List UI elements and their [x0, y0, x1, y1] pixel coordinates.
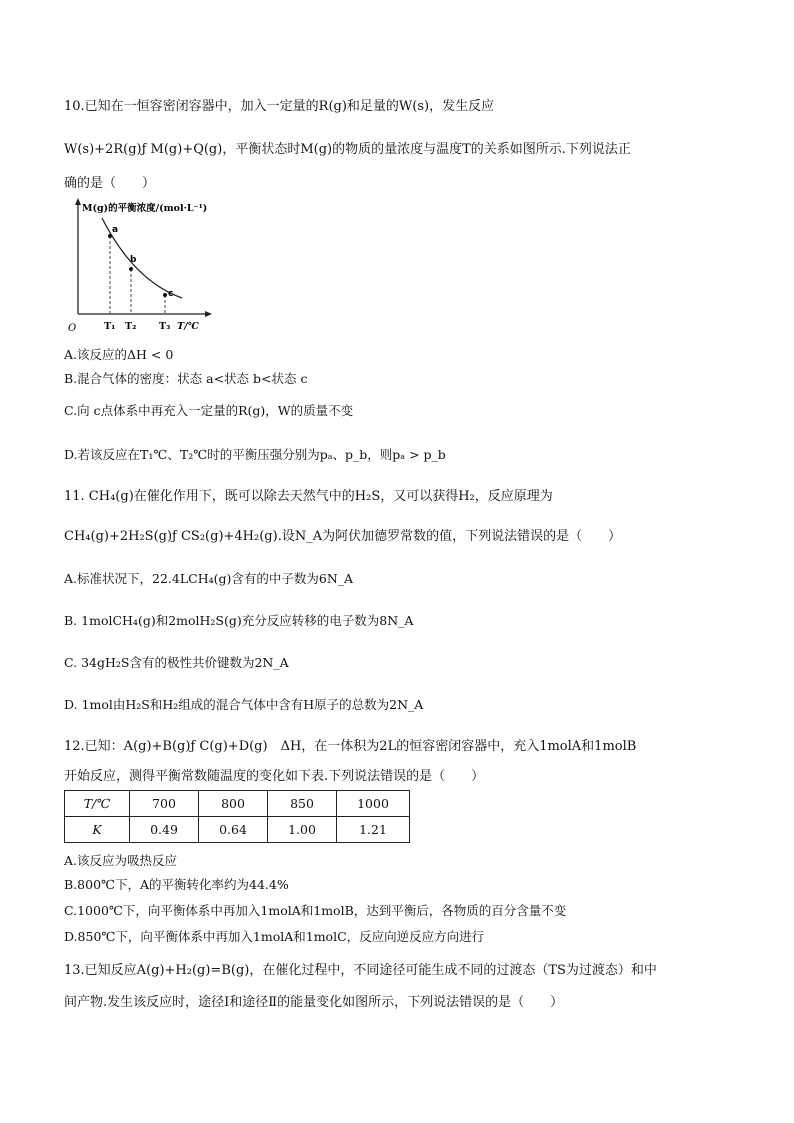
table-cell-k-850: 1.00: [268, 817, 337, 843]
table-cell-temp-1000: 1000: [337, 791, 410, 817]
q10-option-d: D.若该反应在T₁℃、T₂℃时的平衡压强分别为pₐ、p_b，则pₐ > p_b: [64, 447, 446, 462]
point-c: [163, 293, 167, 297]
tick-t1: T₁: [104, 321, 116, 332]
equilibrium-constant-table: [64, 790, 410, 843]
q11-option-b: B. 1molCH₄(g)和2molH₂S(g)充分反应转移的电子数为8N_A: [64, 613, 414, 628]
graph-xlabel: T/℃: [177, 321, 199, 332]
q10-option-a: A.该反应的ΔH < 0: [64, 347, 174, 362]
table-cell-k-700: 0.49: [130, 817, 199, 843]
graph-ylabel: M(g)的平衡浓度/(mol·L⁻¹): [82, 203, 208, 214]
table-row-temperature: [65, 791, 410, 817]
table-cell-temp-850: 850: [268, 791, 337, 817]
q12-option-a: A.该反应为吸热反应: [64, 853, 178, 868]
q12-option-d: D.850℃下，向平衡体系中再加入1molA和1molC，反应向逆反应方向进行: [64, 929, 485, 944]
table-cell-k-1000: 1.21: [337, 817, 410, 843]
table-header-k: K: [65, 817, 130, 843]
table-cell-k-800: 0.64: [199, 817, 268, 843]
x-axis-arrow: [205, 311, 212, 317]
q12-option-c: C.1000℃下，向平衡体系中再加入1molA和1molB，达到平衡后，各物质的百分含量不变: [64, 903, 567, 918]
table-header-temperature: T/℃: [65, 791, 130, 817]
label-a: a: [112, 225, 119, 235]
graph-origin: O: [68, 323, 77, 334]
q11-option-d: D. 1mol由H₂S和H₂组成的混合气体中含有H原子的总数为2N_A: [64, 697, 424, 712]
point-b: [129, 267, 133, 271]
label-c: c: [168, 289, 174, 299]
q10-stem-line-1: 10.已知在一恒容密闭容器中，加入一定量的R(g)和足量的W(s)，发生反应: [64, 99, 495, 114]
q10-concentration-graph: [64, 196, 214, 344]
q12-stem-line-1: 12.已知：A(g)+B(g)ƒ C(g)+D(g) ΔH，在一体积为2L的恒容密闭容器中，充入1molA和1molB: [64, 739, 637, 754]
q10-option-b: B.混合气体的密度：状态 a<状态 b<状态 c: [64, 371, 308, 386]
label-b: b: [130, 255, 137, 265]
q11-stem-line-2: CH₄(g)+2H₂S(g)ƒ CS₂(g)+4H₂(g).设N_A为阿伏加德罗常数的值，下列说法错误的是（ ）: [64, 529, 622, 544]
q11-option-a: A.标准状况下，22.4LCH₄(g)含有的中子数为6N_A: [64, 571, 354, 586]
q11-option-c: C. 34gH₂S含有的极性共价键数为2N_A: [64, 655, 289, 670]
table-row-k: [65, 817, 410, 843]
q13-stem-line-1: 13.已知反应A(g)+H₂(g)=B(g)，在催化过程中，不同途径可能生成不同的过渡态（TS为过渡态）和中: [64, 963, 657, 978]
q10-stem-line-3: 确的是（ ）: [64, 176, 156, 191]
q12-stem-line-2: 开始反应，测得平衡常数随温度的变化如下表.下列说法错误的是（ ）: [64, 769, 485, 784]
tick-t3: T₃: [159, 321, 171, 332]
q12-option-b: B.800℃下，A的平衡转化率约为44.4%: [64, 877, 289, 892]
q13-stem-line-2: 间产物.发生该反应时，途径Ⅰ和途径Ⅱ的能量变化如图所示，下列说法错误的是（ ）: [64, 995, 564, 1010]
table-cell-temp-700: 700: [130, 791, 199, 817]
y-axis-arrow: [75, 198, 81, 205]
q11-stem-line-1: 11. CH₄(g)在催化作用下，既可以除去天然气中的H₂S，又可以获得H₂，反应原理为: [64, 489, 553, 504]
q10-stem-line-2: W(s)+2R(g)ƒ M(g)+Q(g)，平衡状态时M(g)的物质的量浓度与温度T的关系如图所示.下列说法正: [64, 142, 631, 157]
table-cell-temp-800: 800: [199, 791, 268, 817]
tick-t2: T₂: [125, 321, 137, 332]
q10-option-c: C.向 c点体系中再充入一定量的R(g)，W的质量不变: [64, 403, 354, 418]
